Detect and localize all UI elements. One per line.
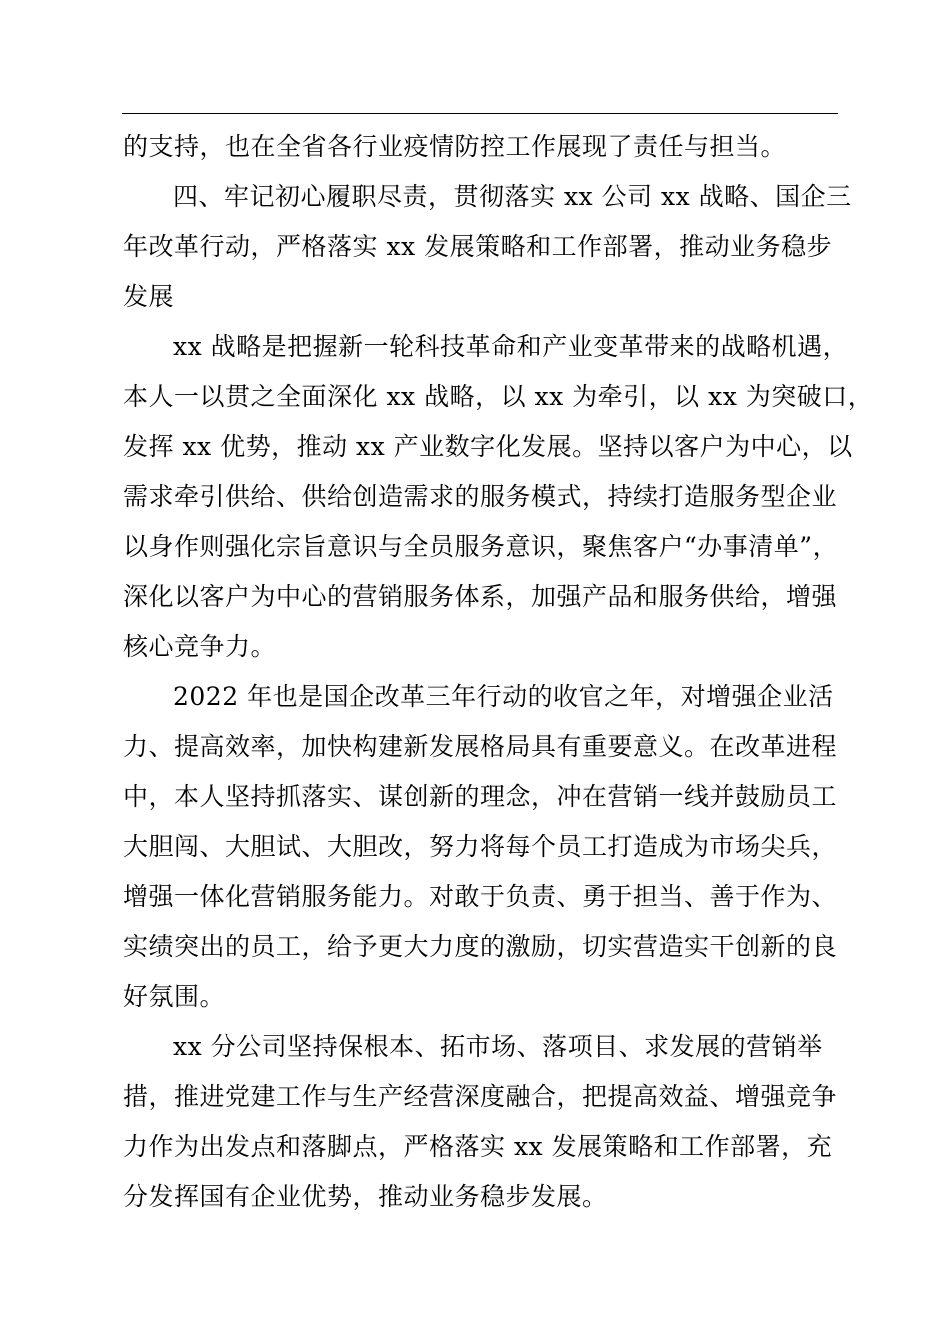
paragraph-line: 以身作则强化宗旨意识与全员服务意识，聚焦客户“办事清单”， — [123, 532, 839, 561]
paragraph-line: 大胆闯、大胆试、大胆改，努力将每个员工打造成为市场尖兵， — [123, 832, 838, 861]
paragraph-line: xx 战略是把握新一轮科技革命和产业变革带来的战略机遇， — [173, 332, 849, 361]
paragraph-line: xx 分公司坚持保根本、拓市场、落项目、求发展的营销举 — [173, 1032, 823, 1061]
paragraph-line: 发挥 xx 优势，推动 xx 产业数字化发展。坚持以客户为中心，以 — [123, 432, 853, 461]
section-heading-line: 发展 — [123, 282, 175, 311]
section-heading-line: 年改革行动，严格落实 xx 发展策略和工作部署，推动业务稳步 — [123, 232, 833, 261]
section-heading-line: 四、牢记初心履职尽责，贯彻落实 xx 公司 xx 战略、国企三 — [173, 182, 852, 211]
paragraph-line: 2022 年也是国企改革三年行动的收官之年，对增强企业活 — [173, 682, 834, 711]
paragraph-line: 核心竞争力。 — [123, 632, 277, 661]
header-rule — [122, 113, 838, 114]
paragraph-line: 力、提高效率，加快构建新发展格局具有重要意义。在改革进程 — [123, 732, 838, 761]
paragraph-line: 力作为出发点和落脚点，严格落实 xx 发展策略和工作部署，充 — [123, 1132, 833, 1161]
paragraph-line: 需求牵引供给、供给创造需求的服务模式，持续打造服务型企业 — [123, 482, 838, 511]
paragraph-line: 本人一以贯之全面深化 xx 战略，以 xx 为牵引，以 xx 为突破口， — [123, 382, 874, 411]
paragraph-line: 的支持，也在全省各行业疫情防控工作展现了责任与担当。 — [123, 132, 787, 161]
document-body — [123, 122, 874, 1222]
paragraph-line: 措，推进党建工作与生产经营深度融合，把提高效益、增强竞争 — [123, 1082, 838, 1111]
paragraph-line: 深化以客户为中心的营销服务体系，加强产品和服务供给，增强 — [123, 582, 838, 611]
paragraph-line: 增强一体化营销服务能力。对敢于负责、勇于担当、善于作为、 — [123, 882, 838, 911]
paragraph-line: 好氛围。 — [123, 982, 226, 1011]
paragraph-line: 中，本人坚持抓落实、谋创新的理念，冲在营销一线并鼓励员工 — [123, 782, 838, 811]
paragraph-line: 分发挥国有企业优势，推动业务稳步发展。 — [123, 1182, 608, 1211]
paragraph-line: 实绩突出的员工，给予更大力度的激励，切实营造实干创新的良 — [123, 932, 838, 961]
